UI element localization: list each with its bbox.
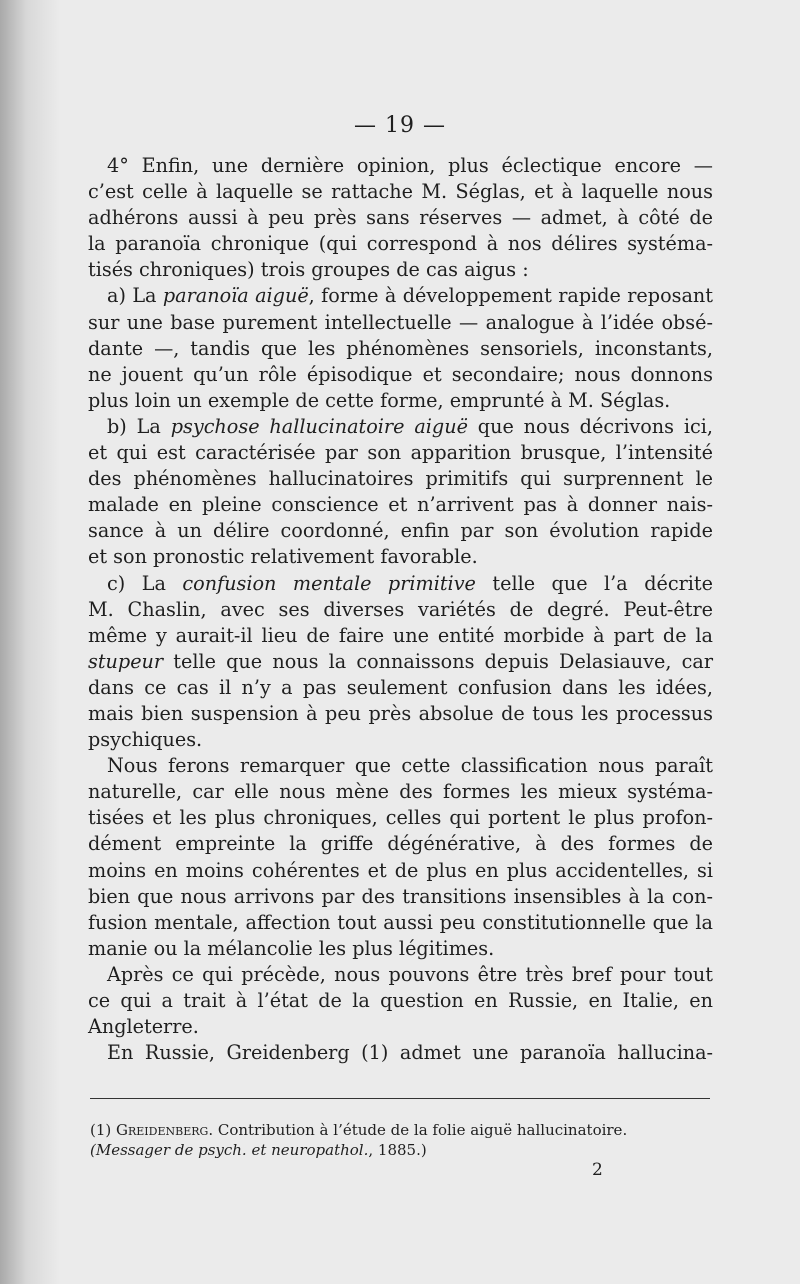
text-line: psychiques. bbox=[88, 728, 203, 752]
text-line: des phénomènes hallucinatoires primitifs qui surprennent le bbox=[88, 467, 713, 491]
footnote bbox=[90, 1120, 715, 1160]
text-line: fusion mentale, affection tout aussi peu constitutionnelle que la bbox=[88, 910, 713, 934]
text-line: dément empreinte la griffe dégénérative, à des formes de bbox=[88, 832, 713, 856]
text-line: 4° Enfin, une dernière opinion, plus éclectique encore — bbox=[107, 154, 713, 177]
text-line: sur une base purement intellectuelle — analogue à l’idée obsé- bbox=[88, 310, 713, 334]
text-line: Nous ferons remarquer que cette classification nous paraît bbox=[107, 754, 713, 778]
paragraph-7 bbox=[88, 1040, 713, 1066]
text-line: ne jouent qu’un rôle épisodique et secondaire; nous donnons bbox=[88, 362, 713, 386]
footnote-line: (1) Greidenberg. Contribution à l’étude de la folie aiguë hallucinatoire. bbox=[90, 1121, 628, 1139]
paragraph-3 bbox=[88, 414, 713, 571]
text-line: c’est celle à laquelle se rattache M. Séglas, et à laquelle nous bbox=[88, 180, 713, 204]
text-line: tisés chroniques) trois groupes de cas aigus : bbox=[88, 258, 529, 282]
term-confusion-mentale: confusion mentale primitive bbox=[182, 571, 476, 595]
text-line: et qui est caractérisée par son apparition brusque, l’intensité bbox=[88, 441, 713, 465]
text-line: a) La paranoïa aiguë, forme à développement rapide reposant bbox=[107, 284, 713, 308]
footnote-rule bbox=[90, 1098, 710, 1099]
text-line: M. Chaslin, avec ses diverses variétés de degré. Peut-être bbox=[88, 597, 713, 621]
signature-mark: 2 bbox=[592, 1160, 603, 1180]
text-line: sance à un délire coordonné, enfin par son évolution rapide bbox=[88, 519, 713, 543]
text-line: Après ce qui précède, nous pouvons être très bref pour tout bbox=[107, 962, 713, 986]
text-line: manie ou la mélancolie les plus légitimes. bbox=[88, 936, 495, 960]
paragraph-2 bbox=[88, 283, 713, 413]
text-line: tisées et les plus chroniques, celles qui portent le plus profon- bbox=[88, 806, 713, 830]
page-number: — 19 — bbox=[354, 113, 446, 138]
binding-shadow bbox=[0, 0, 60, 1284]
paragraph-1 bbox=[88, 153, 713, 283]
footnote-author: Greidenberg bbox=[116, 1121, 209, 1139]
text-line: naturelle, car elle nous mène des formes les mieux systéma- bbox=[88, 780, 713, 804]
text-line: Angleterre. bbox=[88, 1015, 199, 1039]
text-line: b) La psychose hallucinatoire aiguë que nous décrivons ici, bbox=[107, 414, 713, 438]
term-psychose-hallucinatoire: psychose hallucinatoire aiguë bbox=[170, 414, 468, 438]
paragraph-6 bbox=[88, 962, 713, 1040]
text-line: malade en pleine conscience et n’arrivent pas à donner nais- bbox=[88, 493, 713, 517]
text-line: moins en moins cohérentes et de plus en plus accidentelles, si bbox=[88, 858, 713, 882]
text-line: plus loin un exemple de cette forme, emprunté à M. Séglas. bbox=[88, 388, 671, 412]
footnote-line: (Messager de psych. et neuropathol., 1885.) bbox=[90, 1141, 427, 1159]
paragraph-4 bbox=[88, 571, 713, 754]
footnote-journal: (Messager de psych. et neuropathol. bbox=[90, 1141, 369, 1159]
text-line: dante —, tandis que les phénomènes sensoriels, inconstants, bbox=[88, 336, 713, 360]
text-line: stupeur telle que nous la connaissons depuis Delasiauve, car bbox=[88, 649, 713, 673]
term-stupeur: stupeur bbox=[88, 649, 164, 673]
text-line: ce qui a trait à l’état de la question en Russie, en Italie, en bbox=[88, 989, 713, 1012]
text-line: bien que nous arrivons par des transitions insensibles à la con- bbox=[88, 884, 713, 908]
text-line: En Russie, Greidenberg (1) admet une paranoïa hallucina- bbox=[107, 1041, 713, 1065]
text-line: dans ce cas il n’y a pas seulement confusion dans les idées, bbox=[88, 675, 713, 699]
body-text bbox=[88, 153, 713, 1066]
paragraph-5 bbox=[88, 753, 713, 962]
text-line: c) La confusion mentale primitive telle que l’a décrite bbox=[107, 571, 713, 595]
text-line: et son pronostic relativement favorable. bbox=[88, 545, 478, 569]
text-line: adhérons aussi à peu près sans réserves — admet, à côté de bbox=[88, 206, 713, 230]
text-line: même y aurait-il lieu de faire une entité morbide à part de la bbox=[88, 623, 713, 647]
text-line: la paranoïa chronique (qui correspond à nos délires systéma- bbox=[88, 232, 713, 256]
term-paranoia-aigue: paranoïa aiguë bbox=[162, 284, 309, 308]
text-line: mais bien suspension à peu près absolue de tous les processus bbox=[88, 701, 713, 725]
